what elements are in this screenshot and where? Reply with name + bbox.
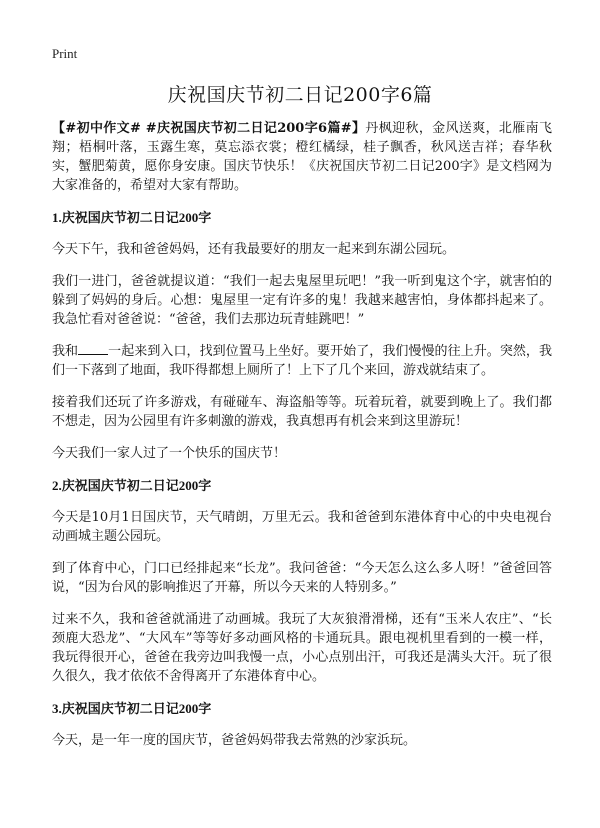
intro-paragraph <box>52 119 552 195</box>
paragraph: 今天我们一家人过了一个快乐的国庆节！ <box>52 446 287 461</box>
intro-text: 丹枫迎秋，金风送爽，北雁南飞翔；梧桐叶落，玉露生寒，莫忘添衣裳；橙红橘绿，桂子飘香，秋风送吉祥；春华秋实，蟹肥菊黄，愿你身安康。国庆节快乐！《庆祝国庆节初二日记200字》是文档网为大家准备的，希望对大家有帮助。 <box>52 121 552 193</box>
article-body <box>52 119 552 763</box>
paragraph-with-blank <box>52 342 552 380</box>
paragraph: 接着我们还玩了许多游戏，有碰碰车、海盗船等等。玩着玩着，就要到晚上了。我们都不想走，因为公园里有许多刺激的游戏，我真想再有机会来到这里游玩！ <box>52 395 552 429</box>
paragraph-text-after-blank: 一起来到入口，找到位置马上坐好。要开始了，我们慢慢的往上升。突然，我们一下落到了地面，我吓得都想上厕所了！上下了几个来回，游戏就结束了。 <box>52 344 552 378</box>
paragraph-text-before-blank: 我和 <box>52 344 79 359</box>
section-heading-3: 3.庆祝国庆节初二日记200字 <box>52 701 212 716</box>
print-link[interactable]: Print <box>52 46 78 61</box>
paragraph: 今天下午，我和爸爸妈妈，还有我最要好的朋友一起来到东湖公园玩。 <box>52 242 456 257</box>
paragraph: 今天，是一年一度的国庆节，爸爸妈妈带我去常熟的沙家浜玩。 <box>52 733 417 748</box>
section-heading-2: 2.庆祝国庆节初二日记200字 <box>52 478 212 493</box>
fill-in-blank <box>78 342 108 355</box>
paragraph: 到了体育中心，门口已经排起来“长龙”。我问爸爸：“今天怎么这么多人呀！”爸爸回答说，“因为台风的影响推迟了开幕，所以今天来的人特别多。” <box>52 561 552 595</box>
paragraph: 今天是10月1日国庆节，天气晴朗，万里无云。我和爸爸到东港体育中心的中央电视台动画城主题公园玩。 <box>52 510 552 544</box>
page-title: 庆祝国庆节初二日记200字6篇 <box>167 84 433 106</box>
intro-tag: 【#初中作文# #庆祝国庆节初二日记200字6篇#】 <box>52 121 366 136</box>
section-heading-1: 1.庆祝国庆节初二日记200字 <box>52 210 212 225</box>
paragraph: 过来不久，我和爸爸就涌进了动画城。我玩了大灰狼滑滑梯，还有“玉米人农庄”、“长颈鹿大恐龙”、“大风车”等等好多动画风格的卡通玩具。跟电视机里看到的一模一样，我玩得很开心，爸爸在我旁边叫我慢一点，小心点别出汗，可我还是满头大汗。玩了很久很久，我才依依不舍得离开了东港体育中心。 <box>52 612 552 684</box>
paragraph: 我们一进门，爸爸就提议道：“我们一起去鬼屋里玩吧！”我一听到鬼这个字，就害怕的躲到了妈妈的身后。心想：鬼屋里一定有许多的鬼！我越来越害怕，身体都抖起来了。我急忙看对爸爸说：“爸爸，我们去那边玩青蛙跳吧！” <box>52 274 552 327</box>
